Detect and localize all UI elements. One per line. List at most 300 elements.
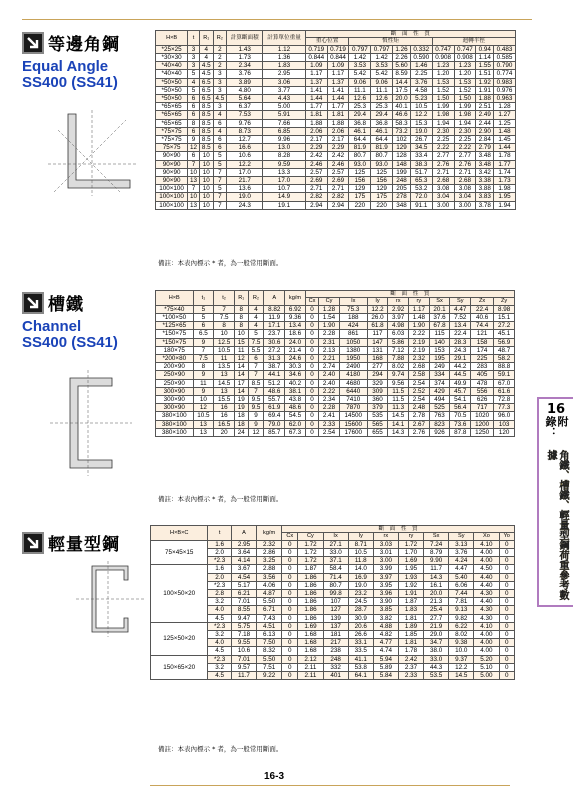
table-cell: 2.79 — [476, 144, 494, 152]
table-cell: 13 — [214, 387, 235, 395]
table-cell: 65.3 — [410, 177, 432, 185]
table-cell: 54.5 — [285, 412, 306, 420]
table-cell: 0 — [305, 404, 318, 412]
table-cell: 401 — [323, 672, 348, 680]
table-cell: 0 — [282, 540, 298, 548]
table-cell: 17.5 — [393, 86, 411, 94]
table-cell: 67.8 — [429, 322, 450, 330]
table-cell: 46.1 — [371, 127, 393, 135]
table-cell: 1.83 — [398, 606, 423, 614]
table-cell: 6 — [188, 103, 200, 111]
table-cell: 73.2 — [393, 127, 411, 135]
table-cell: 9.96 — [263, 136, 306, 144]
table-cell: 3.53 — [371, 62, 393, 70]
table-cell: 55.7 — [264, 396, 285, 404]
section-title: 輕量型鋼 — [48, 535, 120, 555]
col-rg: 迴轉半徑 — [432, 38, 515, 45]
table-cell: 0 — [305, 396, 318, 404]
table-cell: 2490 — [339, 363, 367, 371]
table-cell: 1.51 — [476, 70, 494, 78]
table-cell: 26.7 — [410, 136, 432, 144]
table-cell: 88.8 — [494, 363, 515, 371]
table-cell: 9.38 — [449, 639, 474, 647]
table-cell: 24.0 — [285, 338, 306, 346]
table-cell: 4.30 — [474, 606, 499, 614]
table-cell: 33.0 — [323, 549, 348, 557]
arrow-icon — [22, 292, 44, 314]
table-row — [156, 160, 516, 168]
table-cell: 10 — [188, 193, 200, 201]
table-cell: 1.68 — [298, 639, 323, 647]
table-cell: 64.1 — [348, 672, 373, 680]
table-cell: 9 — [248, 412, 264, 420]
table-cell: *40×40 — [156, 70, 188, 78]
table-cell: 24 — [234, 428, 248, 436]
table-cell: 14.4 — [393, 78, 411, 86]
table-cell: 6.5 — [193, 330, 214, 338]
table-cell: 1.78 — [494, 152, 516, 160]
table-cell: 1.48 — [409, 314, 430, 322]
table-cell: 3.00 — [432, 201, 454, 209]
table-cell: 1.99 — [454, 103, 476, 111]
table-cell: 34.5 — [410, 144, 432, 152]
table-cell: 4 — [248, 322, 264, 330]
table-cell: 11 — [234, 346, 248, 354]
table-cell: 17.1 — [264, 322, 285, 330]
section-subtitle: Equal Angle — [22, 58, 109, 75]
table-cell: 158 — [471, 338, 494, 346]
table-cell: 2.40 — [319, 371, 340, 379]
table-cell: 0 — [282, 598, 298, 606]
table-cell: 1.17 — [305, 70, 327, 78]
table-cell: 11.7 — [231, 672, 256, 680]
col-moi: 慣性矩 — [349, 38, 432, 45]
table-row — [156, 201, 516, 209]
table-cell: 2.71 — [327, 185, 349, 193]
table-cell: 0 — [305, 379, 318, 387]
table-cell: 2.25 — [454, 136, 476, 144]
channel-section — [22, 290, 118, 351]
channel-diagram — [40, 368, 140, 478]
table-cell: 28.7 — [348, 606, 373, 614]
table-cell: 8 — [188, 119, 200, 127]
light-channel-section — [22, 530, 120, 555]
table-cell: 129 — [371, 185, 393, 193]
table-cell: 24.5 — [348, 598, 373, 606]
table-cell: 48.6 — [264, 387, 285, 395]
table-cell: 0.747 — [454, 45, 476, 53]
table-cell: *150×75 — [156, 330, 194, 338]
table-cell: 4 — [213, 111, 227, 119]
table-cell: 205 — [393, 185, 411, 193]
table-cell: 2.0 — [208, 549, 231, 557]
table-cell: 46.6 — [393, 111, 411, 119]
table-cell: 44.2 — [450, 363, 471, 371]
table-cell: 15.5 — [214, 396, 235, 404]
table-cell: 1.28 — [319, 305, 340, 313]
table-cell: *2.3 — [208, 655, 231, 663]
table-cell: 10 — [199, 185, 213, 193]
table-row — [156, 111, 516, 119]
table-cell: 2.42 — [327, 152, 349, 160]
table-cell: 334 — [429, 371, 450, 379]
table-cell: 1020 — [471, 412, 494, 420]
table-cell: 3.89 — [227, 78, 263, 86]
table-cell: 5 — [213, 185, 227, 193]
table-cell: 4.00 — [474, 549, 499, 557]
table-cell: 823 — [429, 420, 450, 428]
table-cell: 4.47 — [450, 305, 471, 313]
table-cell: *75×75 — [156, 127, 188, 135]
table-cell: 2.51 — [476, 103, 494, 111]
table-cell: 2.68 — [432, 177, 454, 185]
table-cell: 56.4 — [450, 404, 471, 412]
table-cell: 14.9 — [263, 193, 306, 201]
table-cell: 309 — [367, 387, 388, 395]
table-cell: *125×65 — [156, 322, 194, 330]
table-cell: *50×50 — [156, 95, 188, 103]
table-cell: 0.976 — [494, 86, 516, 94]
table-row — [156, 338, 515, 346]
top-rule — [22, 19, 532, 20]
table-cell: 0.790 — [494, 62, 516, 70]
table-cell: 1.92 — [476, 78, 494, 86]
table-cell: 7.51 — [257, 663, 282, 671]
table-cell: 1.54 — [319, 314, 340, 322]
table-cell: 1.86 — [298, 573, 323, 581]
table-row — [156, 404, 515, 412]
table-cell: 2.57 — [305, 168, 327, 176]
table-cell: 9.22 — [257, 672, 282, 680]
table-cell: 2.17 — [327, 136, 349, 144]
col-weight: kg/m — [257, 526, 282, 541]
table-row — [156, 322, 515, 330]
tab-topics: 角鐵、槽鐵、輕量型鋼荷重參考數據 — [545, 449, 568, 600]
table-cell: 0 — [282, 606, 298, 614]
table-cell: 15.3 — [410, 119, 432, 127]
table-cell: 0 — [282, 573, 298, 581]
table-cell: 127 — [323, 606, 348, 614]
table-cell: 21.7 — [227, 177, 263, 185]
table-cell: 168 — [367, 355, 388, 363]
table-cell: 1.52 — [454, 86, 476, 94]
table-cell: *100×50 — [156, 314, 194, 322]
table-cell: 30.9 — [348, 614, 373, 622]
table-cell: 4.0 — [208, 639, 231, 647]
table-cell: 73.6 — [450, 420, 471, 428]
table-cell: 14.5 — [214, 379, 235, 387]
table-cell: 10 — [199, 152, 213, 160]
table-cell: 2.19 — [409, 338, 430, 346]
table-cell: 7.01 — [231, 598, 256, 606]
table-cell: 21.3 — [424, 598, 449, 606]
table-cell: 12 — [248, 428, 264, 436]
table-cell: 1.14 — [476, 54, 494, 62]
table-cell: 2.46 — [327, 160, 349, 168]
table-cell: 1.95 — [398, 565, 423, 573]
table-cell: 0 — [305, 371, 318, 379]
table-cell: 0.797 — [349, 45, 371, 53]
table-cell: 80.7 — [349, 152, 371, 160]
table-row — [156, 78, 516, 86]
table-cell: 3.95 — [373, 581, 398, 589]
table-cell: 5.23 — [410, 95, 432, 103]
table-cell: 926 — [429, 428, 450, 436]
table-cell: 1.77 — [494, 160, 516, 168]
table-cell: 1.72 — [298, 549, 323, 557]
table-cell: 77.3 — [494, 404, 515, 412]
tab-label: 附錄： — [544, 416, 569, 438]
group-size-cell: 100×50×20 — [151, 565, 208, 622]
table-cell: 3.38 — [476, 177, 494, 185]
table-cell: 7 — [248, 371, 264, 379]
table-cell: 14.5 — [449, 672, 474, 680]
table-cell: 129 — [393, 144, 411, 152]
col-area: 計算斷面積 — [227, 31, 263, 46]
table-cell: 424 — [339, 322, 367, 330]
table-cell: 0 — [282, 639, 298, 647]
table-cell: 5.00 — [474, 672, 499, 680]
table-cell: 4.30 — [474, 590, 499, 598]
table-cell: 29.0 — [424, 631, 449, 639]
table-cell: 71.4 — [323, 573, 348, 581]
table-cell: 40.6 — [471, 314, 494, 322]
table-cell: 1.25 — [494, 119, 516, 127]
table-cell: 0 — [305, 330, 318, 338]
table-cell: 4.10 — [474, 622, 499, 630]
table-cell: 45.1 — [494, 330, 515, 338]
table-cell: 0 — [282, 663, 298, 671]
table-cell: 46.1 — [349, 127, 371, 135]
table-cell: 10 — [199, 177, 213, 185]
table-cell: 7.24 — [424, 540, 449, 548]
table-cell: 58.4 — [323, 565, 348, 573]
table-cell: 1.73 — [494, 177, 516, 185]
table-cell: 20.0 — [424, 590, 449, 598]
table-cell: 4.00 — [474, 631, 499, 639]
table-cell: 2.25 — [410, 70, 432, 78]
table-cell: 3.2 — [208, 598, 231, 606]
table-cell: 120 — [494, 428, 515, 436]
table-cell: 1200 — [471, 420, 494, 428]
table-cell: 8 — [234, 305, 248, 313]
table-cell: 429 — [429, 387, 450, 395]
table-row — [151, 565, 515, 573]
table-cell: 3.06 — [263, 78, 306, 86]
table-cell: 3 — [188, 62, 200, 70]
table-cell: 4.00 — [474, 639, 499, 647]
table-cell: 11 — [193, 379, 214, 387]
table-cell: *50×50 — [156, 86, 188, 94]
table-cell: 0 — [499, 639, 515, 647]
table-cell: 2.42 — [305, 152, 327, 160]
table-row — [156, 428, 515, 436]
table-cell: 80.7 — [371, 152, 393, 160]
table-cell: 0 — [499, 549, 515, 557]
table-cell: 20.6 — [348, 622, 373, 630]
table-cell: 19 — [234, 404, 248, 412]
appendix-side-tab — [537, 397, 573, 607]
table-cell: 81.9 — [371, 144, 393, 152]
table-cell: 7 — [213, 193, 227, 201]
table-cell: 0 — [305, 387, 318, 395]
table-cell: 11.9 — [264, 314, 285, 322]
table-cell: 3.96 — [373, 590, 398, 598]
table-cell: 2.90 — [476, 127, 494, 135]
table-cell: 2.86 — [257, 549, 282, 557]
table-cell: 220 — [349, 201, 371, 209]
table-cell: 4.5 — [199, 70, 213, 78]
table-cell: 38.1 — [285, 387, 306, 395]
table-cell: 4.06 — [257, 581, 282, 589]
table-cell: 48.6 — [285, 404, 306, 412]
table-cell: 5 — [213, 152, 227, 160]
table-cell: 8.5 — [199, 144, 213, 152]
table-cell: 17.0 — [227, 168, 263, 176]
table-cell: 24.6 — [285, 355, 306, 363]
table-cell: 1.88 — [305, 119, 327, 127]
table-cell: 15.1 — [494, 314, 515, 322]
table-cell: 332 — [323, 663, 348, 671]
table-cell: 0 — [282, 549, 298, 557]
table-cell: 90×90 — [156, 177, 188, 185]
table-cell: 1.70 — [398, 549, 423, 557]
table-cell: 81.9 — [349, 144, 371, 152]
table-cell: 7 — [214, 305, 235, 313]
table-cell: 250×90 — [156, 379, 194, 387]
table-cell: 93.0 — [349, 160, 371, 168]
table-cell: 7.5 — [193, 355, 214, 363]
table-cell: 100×100 — [156, 193, 188, 201]
col-size: H×B×C — [151, 526, 208, 541]
table-cell: 4 — [248, 314, 264, 322]
table-cell: 7.81 — [449, 598, 474, 606]
table-cell: 8.5 — [199, 111, 213, 119]
table-cell: 5.00 — [263, 103, 306, 111]
table-cell: 7.53 — [227, 111, 263, 119]
table-cell: 12.6 — [371, 95, 393, 103]
table-cell: 3.2 — [208, 663, 231, 671]
table-cell: 13.5 — [214, 363, 235, 371]
table-cell: 15600 — [339, 420, 367, 428]
table-cell: 3.78 — [476, 201, 494, 209]
table-cell: 1.50 — [432, 95, 454, 103]
table-cell: 2.06 — [305, 127, 327, 135]
table-cell: 1.81 — [398, 614, 423, 622]
table-cell: 125 — [371, 168, 393, 176]
table-cell: 0.483 — [494, 45, 516, 53]
table-cell: 9.5 — [248, 404, 264, 412]
table-cell: 0.585 — [494, 54, 516, 62]
table-cell: 4.40 — [474, 581, 499, 589]
table-cell: 1.68 — [298, 631, 323, 639]
table-cell: 12.2 — [449, 663, 474, 671]
table-cell: 7 — [213, 177, 227, 185]
col-area: A — [231, 526, 256, 541]
table-cell: 6 — [213, 136, 227, 144]
table-cell: 380×100 — [156, 420, 194, 428]
table-cell: 0.747 — [432, 45, 454, 53]
table-cell: 4 — [199, 45, 213, 53]
table-cell: 7870 — [339, 404, 367, 412]
table-cell: 5 — [193, 305, 214, 313]
table-cell: 478 — [471, 379, 494, 387]
table-cell: 11.8 — [348, 557, 373, 565]
table-cell: 4.40 — [474, 598, 499, 606]
table-cell: 6.13 — [257, 631, 282, 639]
table-cell: 2.71 — [432, 168, 454, 176]
col-r1: R₁ — [199, 31, 213, 46]
table-cell: 2.33 — [319, 420, 340, 428]
table-cell: 6.5 — [199, 86, 213, 94]
table-cell: 2.71 — [454, 168, 476, 176]
table-cell: 5.60 — [393, 62, 411, 70]
table-cell: 93.0 — [371, 160, 393, 168]
table-cell: 2.69 — [305, 177, 327, 185]
table-cell: 4.51 — [257, 622, 282, 630]
table-cell: 300×90 — [156, 404, 194, 412]
table-cell: 5.10 — [474, 663, 499, 671]
table-note: 備註：本表內標示 * 者，為一般常用斷面。 — [158, 259, 283, 267]
col-t: t — [208, 526, 231, 541]
table-cell: 2.76 — [409, 428, 430, 436]
table-cell: 13.0 — [263, 144, 306, 152]
table-cell: 131 — [367, 346, 388, 354]
table-cell: 6 — [188, 111, 200, 119]
group-size-cell: 75×45×15 — [151, 540, 208, 565]
table-cell: 360 — [367, 396, 388, 404]
table-cell: 8.5 — [199, 119, 213, 127]
table-cell: 2.74 — [319, 363, 340, 371]
table-cell: 1.86 — [298, 598, 323, 606]
table-cell: 3 — [213, 103, 227, 111]
table-cell: 40.2 — [285, 379, 306, 387]
table-cell: 626 — [471, 396, 494, 404]
table-cell: 23.2 — [348, 590, 373, 598]
table-cell: 1.12 — [263, 45, 306, 53]
table-cell: 2.48 — [409, 404, 430, 412]
table-cell: 2 — [213, 54, 227, 62]
table-cell: 1.45 — [494, 136, 516, 144]
col-size: H×B — [156, 31, 188, 46]
table-cell: 90×90 — [156, 168, 188, 176]
table-cell: 156 — [349, 177, 371, 185]
table-cell: 1.44 — [494, 144, 516, 152]
table-cell: 0.332 — [410, 45, 432, 53]
table-cell: 16 — [214, 404, 235, 412]
table-cell: 5.89 — [373, 663, 398, 671]
table-cell: 0 — [499, 565, 515, 573]
table-row — [156, 119, 516, 127]
table-cell: 1.48 — [494, 127, 516, 135]
table-cell: *75×75 — [156, 136, 188, 144]
table-cell: 0 — [282, 557, 298, 565]
table-cell: 28.3 — [450, 338, 471, 346]
table-cell: 38.3 — [410, 160, 432, 168]
table-cell: 1.88 — [476, 95, 494, 103]
table-cell: 16.5 — [214, 420, 235, 428]
table-cell: 12.2 — [367, 305, 388, 313]
table-cell: 9.76 — [227, 119, 263, 127]
table-cell: 2.33 — [398, 672, 423, 680]
table-row — [156, 314, 515, 322]
table-cell: 405 — [471, 371, 494, 379]
table-cell: 10.7 — [263, 185, 306, 193]
table-cell: 100×100 — [156, 185, 188, 193]
table-cell: 21.9 — [424, 622, 449, 630]
table-cell: 5.42 — [371, 70, 393, 78]
table-row — [156, 127, 516, 135]
